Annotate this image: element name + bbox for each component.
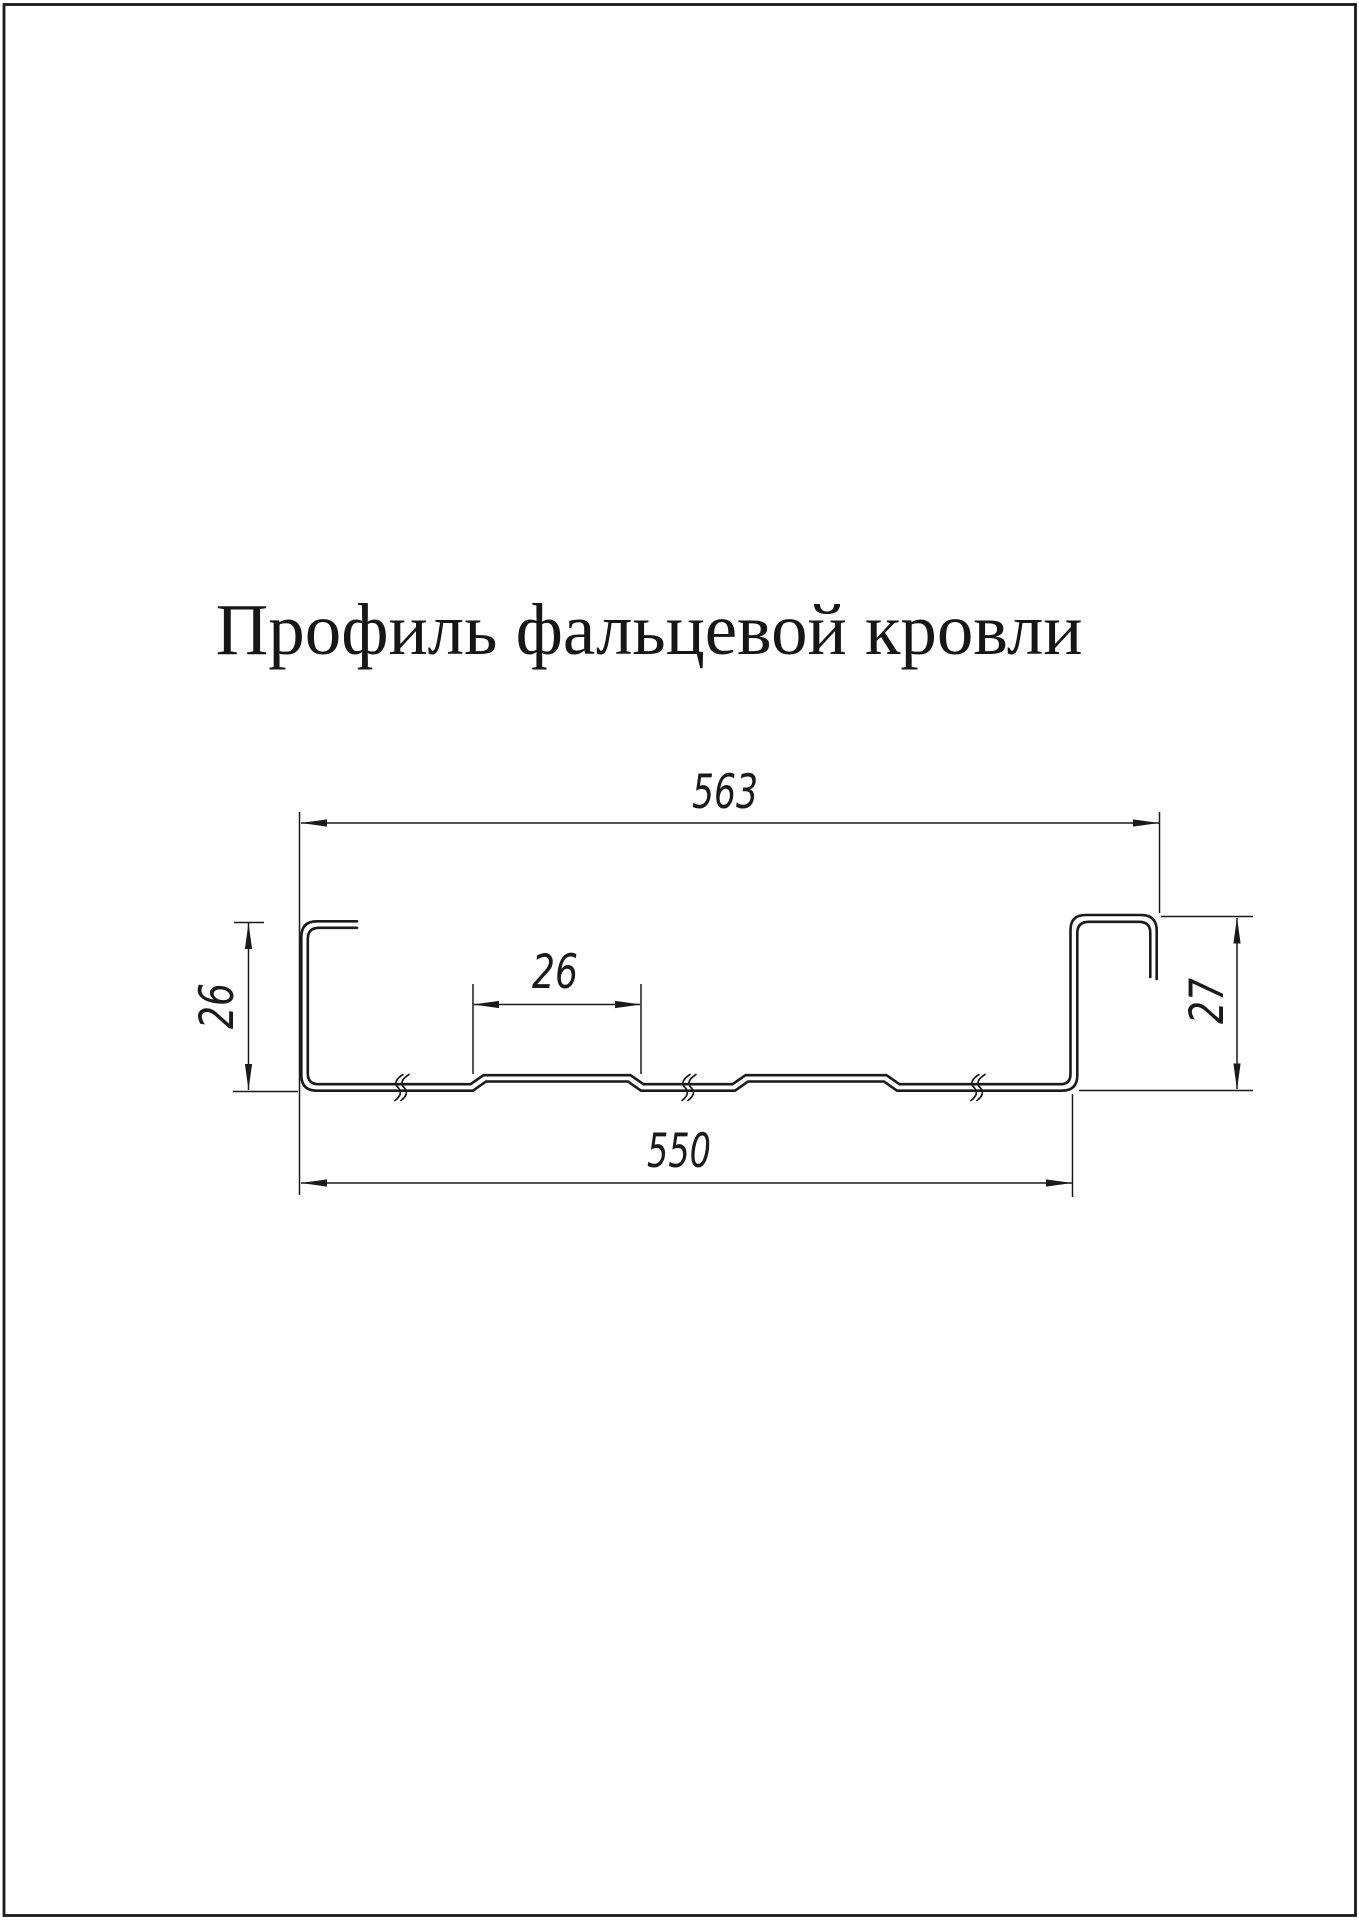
dim-value-top-width: 563 (692, 765, 758, 820)
arrowhead-563-left (301, 819, 327, 826)
break-mark-3 (971, 1075, 985, 1101)
arrowhead-rib26-right (615, 1001, 641, 1008)
arrowhead-550-right (1046, 1179, 1072, 1186)
arrowhead-rib26-left (473, 1001, 499, 1008)
arrowhead-left26-top (245, 923, 252, 949)
arrowhead-563-right (1133, 819, 1159, 826)
arrowhead-right27-bottom (1233, 1064, 1240, 1090)
break-mark-1 (395, 1075, 409, 1101)
arrowhead-right27-top (1233, 918, 1240, 944)
dim-value-rib-width: 26 (532, 945, 578, 1000)
drawing-title: Профиль фальцевой кровли (215, 589, 1083, 670)
arrowhead-550-left (301, 1179, 327, 1186)
dim-value-left-height: 26 (190, 969, 245, 1029)
arrowhead-left26-bottom (245, 1064, 252, 1090)
profile-outer-line (301, 921, 1150, 1090)
profile-inner-line (308, 915, 1157, 1084)
break-mark-2 (682, 1075, 696, 1101)
sheet-border (4, 5, 1356, 1916)
dim-value-right-height: 27 (1180, 964, 1235, 1024)
dim-value-bottom-width: 550 (647, 1124, 711, 1179)
